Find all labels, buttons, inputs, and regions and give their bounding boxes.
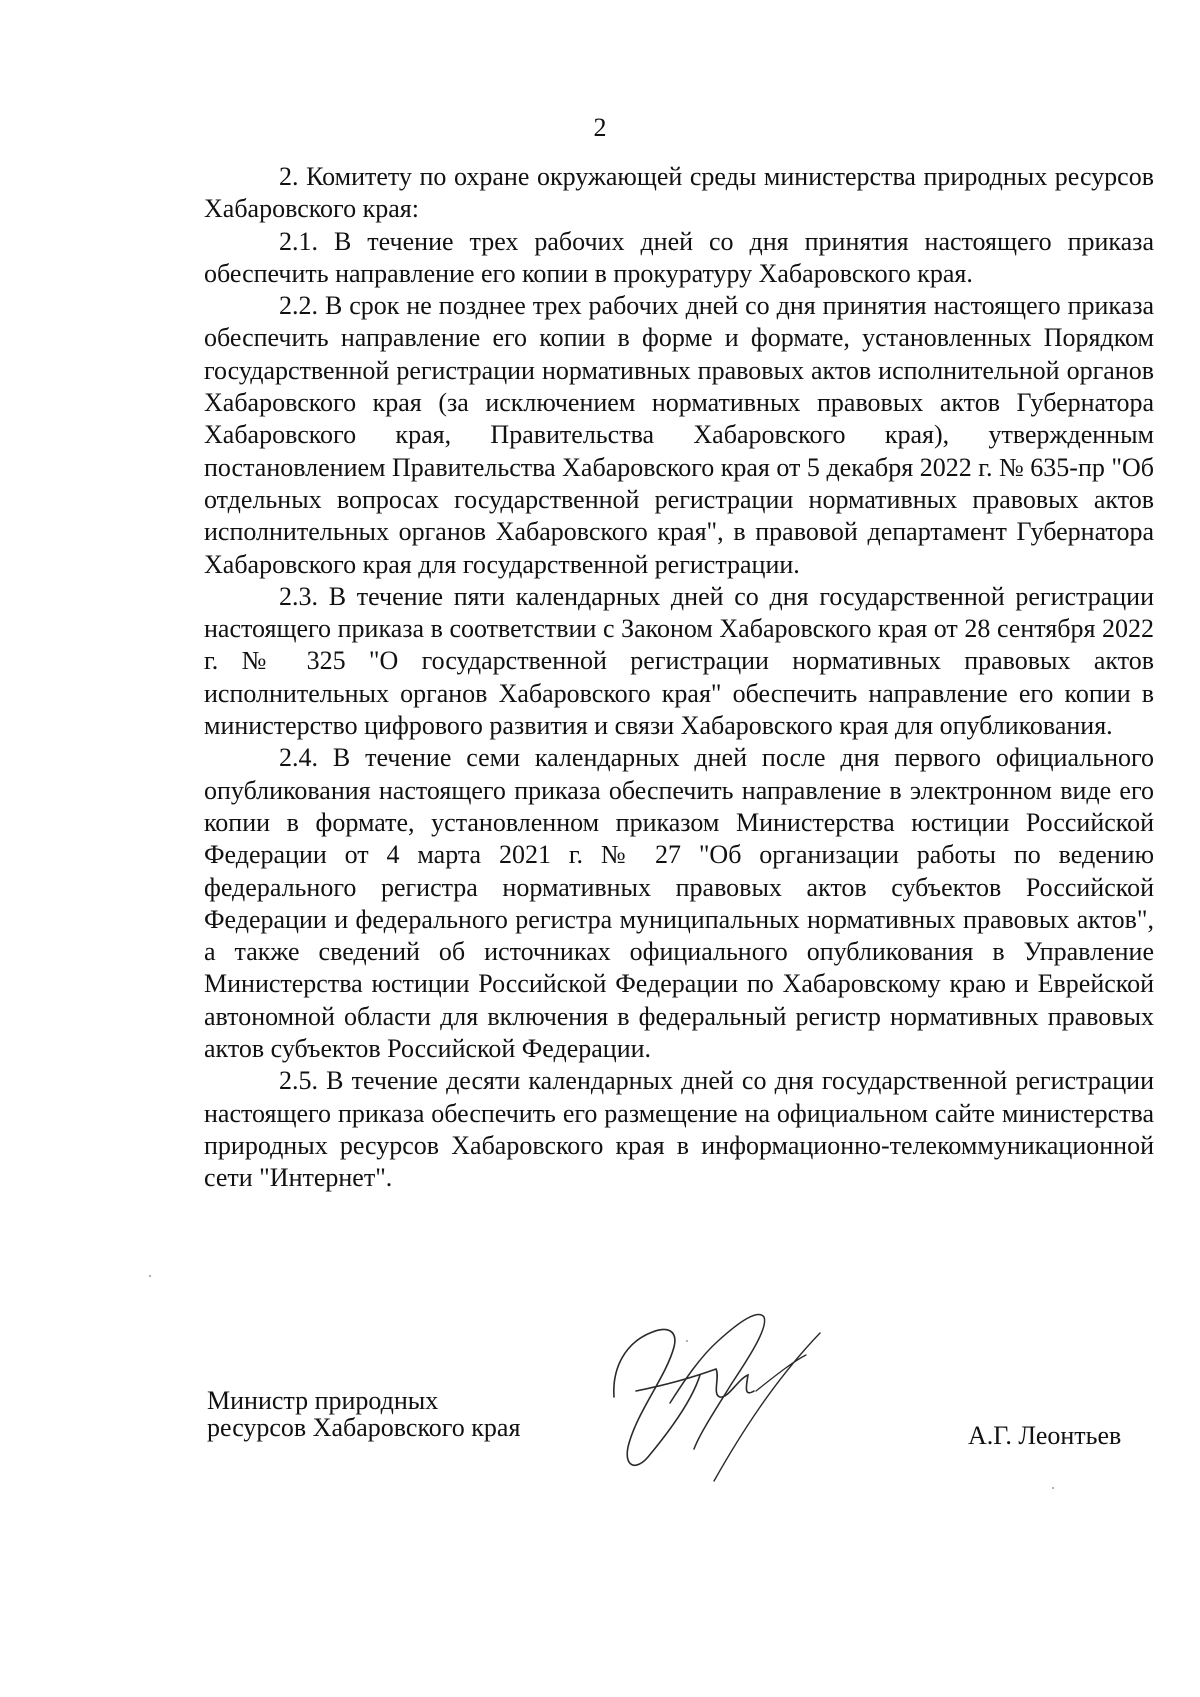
paragraph-2-4: 2.4. В течение семи календарных дней после дня первого официального опубликования настоящего приказа обеспечить направление в электронном виде его копии в формате, установленном приказом Министерства юстиции Российской Федерации от 4 марта 2021 г. № 27 "Об организации работы по ведению федерального регистра нормативных правовых актов субъектов Российской Федерации и федерального регистра муниципальных нормативных правовых актов", а также сведений об источниках официального опубликования в Управление Министерства юстиции Российской Федерации по Хабаровскому краю и Еврейской автономной области для включения в федеральный регистр нормативных правовых актов субъектов Российской Федерации. — [204, 743, 1154, 1064]
paragraph-2-1: 2.1. В течение трех рабочих дней со дня принятия настоящего приказа обеспечить направление его копии в прокуратуру Хабаровского края. — [204, 226, 1154, 288]
paragraph-2: 2. Комитету по охране окружающей среды министерства природных ресурсов Хабаровского края: — [204, 162, 1154, 224]
signatory-position — [207, 1387, 520, 1441]
paragraph-2-3: 2.3. В течение пяти календарных дней со дня государственной регистрации настоящего приказа в соответствии с Законом Хабаровского края от 28 сентября 2022 г. № 325 "О государственной регистрации нормативных правовых актов исполнительных органов Хабаровского края" обеспечить направление его копии в министерство цифрового развития и связи Хабаровского края для опубликования. — [204, 581, 1154, 741]
signatory-name: А.Г. Леонтьев — [968, 1421, 1122, 1450]
scan-speck — [686, 1340, 688, 1342]
signatory-position-line1: Министр природных — [207, 1386, 439, 1415]
scan-speck — [1052, 1487, 1054, 1489]
page-number: 2 — [593, 113, 607, 142]
paragraph-2-5: 2.5. В течение десяти календарных дней со дня государственной регистрации настоящего приказа обеспечить его размещение на официальном сайте министерства природных ресурсов Хабаровского края в информационно-телекоммуникационной сети "Интернет". — [204, 1066, 1154, 1193]
scan-speck — [149, 1275, 151, 1277]
paragraph-2-2: 2.2. В срок не позднее трех рабочих дней со дня принятия настоящего приказа обеспечить направление его копии в форме и формате, установленных Порядком государственной регистрации нормативных правовых актов исполнительной органов Хабаровского края (за исключением нормативных правовых актов Губернатора Хабаровского края, Правительства Хабаровского края), утвержденным постановлением Правительства Хабаровского края от 5 декабря 2022 г. № 635-пр "Об отдельных вопросах государственной регистрации нормативных правовых актов исполнительных органов Хабаровского края", в правовой департамент Губернатора Хабаровского края для государственной регистрации. — [204, 291, 1154, 579]
document-body — [204, 161, 1154, 1195]
signatory-position-line2: ресурсов Хабаровского края — [207, 1413, 521, 1442]
handwritten-signature-icon — [608, 1305, 838, 1505]
